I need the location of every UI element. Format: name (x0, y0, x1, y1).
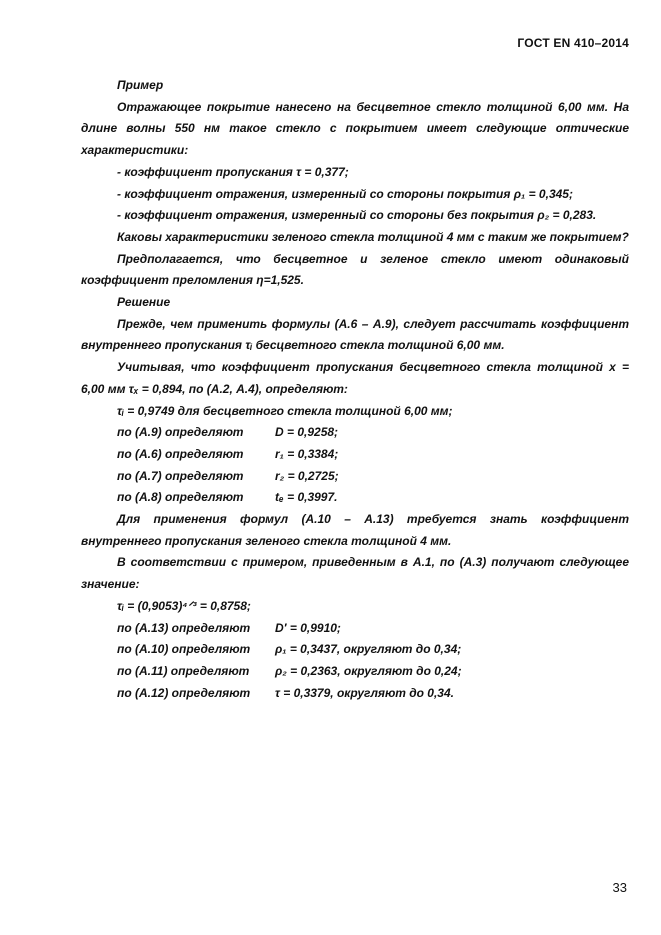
solution-paragraph: В соответствии с примером, приведенным в А.1, по (А.3) получают следующее значение: (81, 555, 629, 592)
list-item: - коэффициент отражения, измеренный со стороны покрытия ρ₁ = 0,345; (117, 186, 573, 201)
result-row (81, 444, 629, 466)
solution-heading: Решение (117, 295, 171, 310)
example-heading: Пример (117, 78, 164, 92)
question-paragraph: Каковы характеристики зеленого стекла толщиной 4 мм с таким же покрытием? (117, 229, 629, 244)
solution-paragraph: Прежде, чем применить формулы (А.6 – А.9), следует рассчитать коэффициент внутреннего пропускания τᵢ бесцветного стекла толщиной 6,00 мм. (81, 316, 629, 353)
document-header: ГОСТ EN 410–2014 (517, 36, 629, 50)
result-value: D′ = 0,9910; (275, 620, 341, 635)
result-value: tₑ = 0,3997. (275, 490, 338, 505)
page-body (81, 75, 629, 704)
result-label: по (А.6) определяют (117, 446, 244, 461)
result-value: τ = 0,3379, округляют до 0,34. (275, 685, 454, 700)
formula-line: τᵢ = (0,9053)⁴ᐟ³ = 0,8758; (117, 598, 251, 613)
result-row (81, 661, 629, 683)
result-row (81, 639, 629, 661)
assumption-paragraph: Предполагается, что бесцветное и зеленое стекло имеют одинаковый коэффициент преломления η=1,525. (81, 251, 629, 288)
solution-paragraph: Учитывая, что коэффициент пропускания бесцветного стекла толщиной x = 6,00 мм τₓ = 0,894, по (А.2, А.4), определяют: (81, 360, 629, 396)
formula-line: τᵢ = 0,9749 для бесцветного стекла толщиной 6,00 мм; (117, 403, 453, 418)
result-value: r₂ = 0,2725; (275, 468, 339, 483)
result-label: по (А.11) определяют (117, 663, 250, 678)
result-value: r₁ = 0,3384; (275, 446, 339, 461)
result-row (81, 618, 629, 640)
result-value: ρ₁ = 0,3437, округляют до 0,34; (275, 642, 462, 657)
list-item: - коэффициент отражения, измеренный со стороны без покрытия ρ₂ = 0,283. (117, 208, 597, 223)
page-number: 33 (612, 880, 627, 895)
result-row (81, 683, 629, 705)
result-value: ρ₂ = 0,2363, округляют до 0,24; (275, 663, 462, 678)
result-value: D = 0,9258; (275, 425, 339, 440)
result-label: по (А.7) определяют (117, 468, 244, 483)
result-row (81, 487, 629, 509)
result-label: по (А.8) определяют (117, 490, 244, 505)
list-item: - коэффициент пропускания τ = 0,377; (117, 164, 349, 179)
result-label: по (А.12) определяют (117, 685, 251, 700)
result-row (81, 466, 629, 488)
result-label: по (А.9) определяют (117, 425, 244, 440)
result-row (81, 422, 629, 444)
solution-paragraph: Для применения формул (А.10 – А.13) требуется знать коэффициент внутреннего пропускания зеленого стекла толщиной 4 мм. (81, 512, 629, 548)
example-paragraph: Отражающее покрытие нанесено на бесцветное стекло толщиной 6,00 мм. На длине волны 550 нм такое стекло с покрытием имеет следующие оптические характеристики: (81, 99, 629, 158)
result-label: по (А.13) определяют (117, 620, 251, 635)
result-label: по (А.10) определяют (117, 642, 251, 657)
